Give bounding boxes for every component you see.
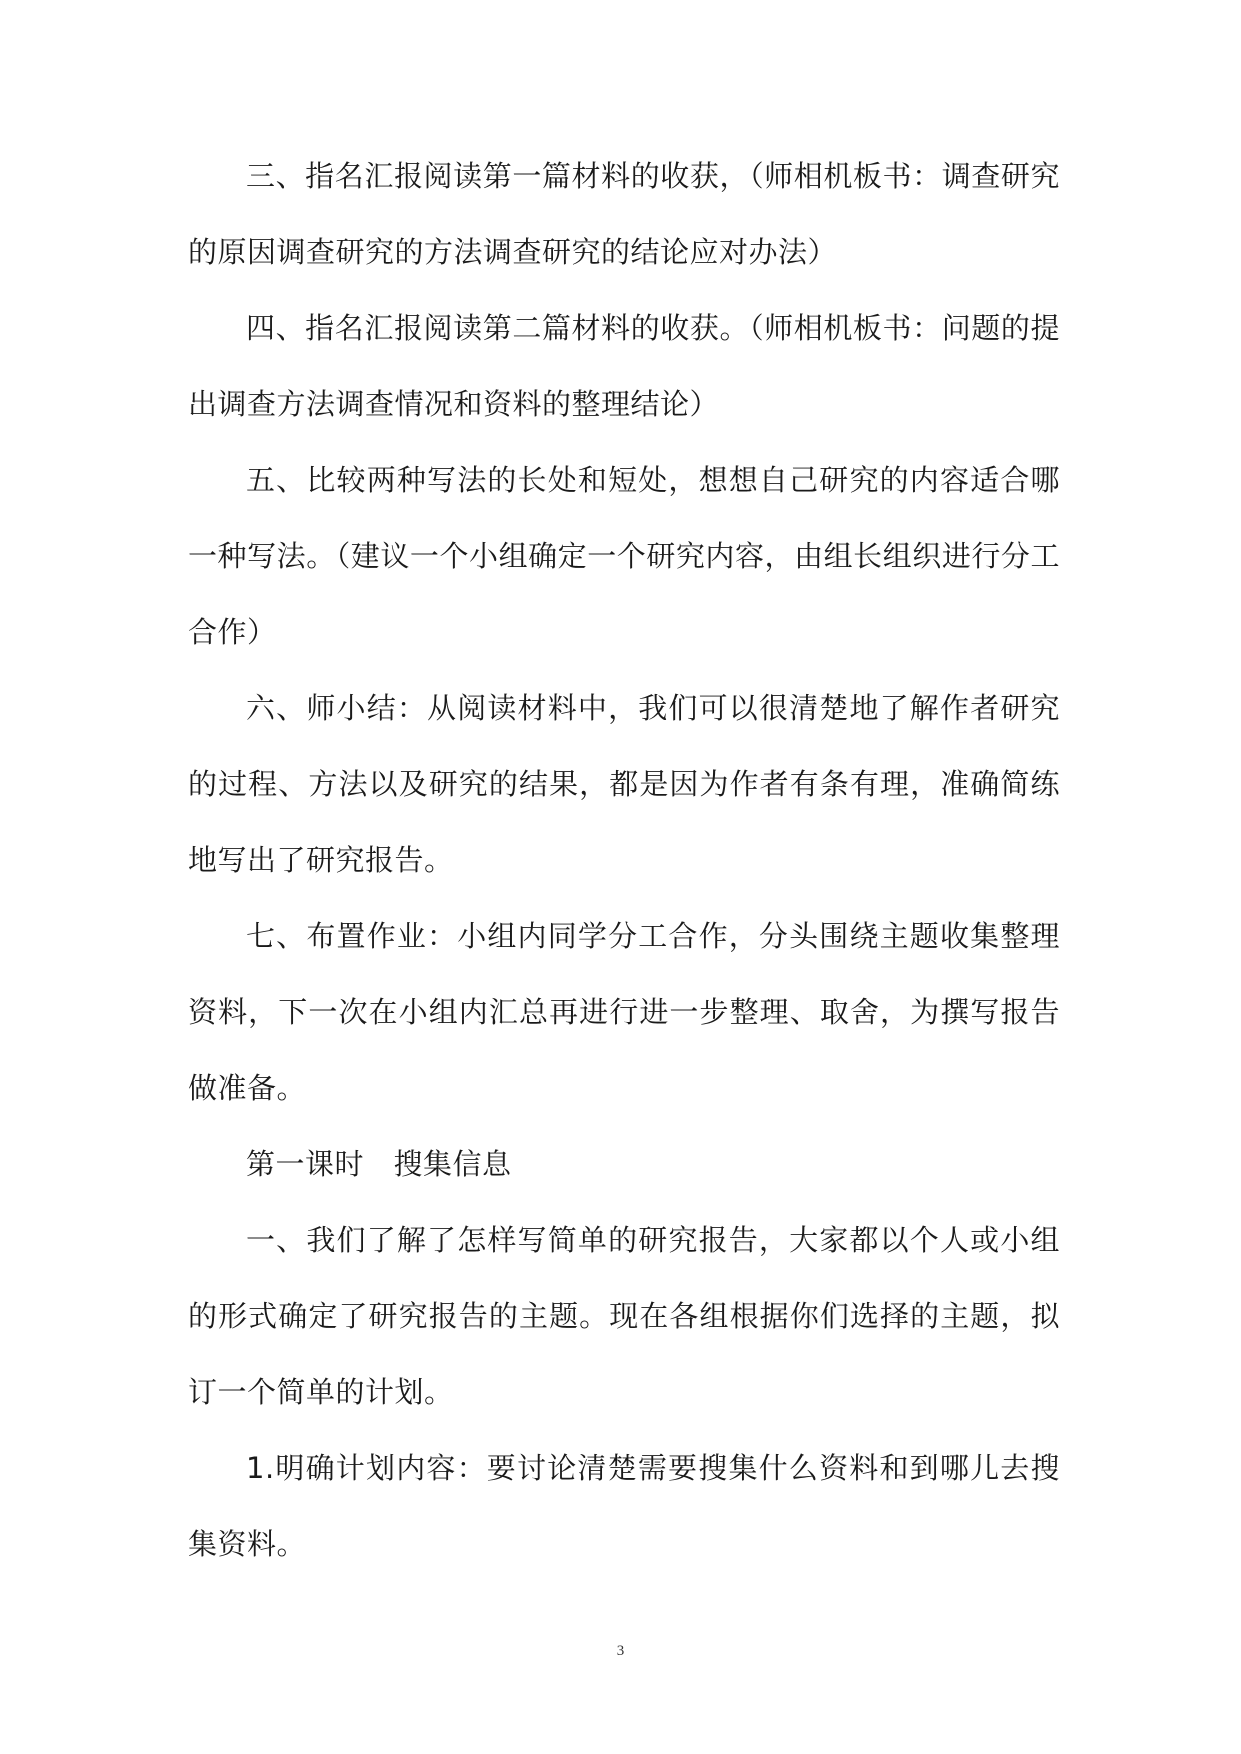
lesson-heading: 第一课时 搜集信息 — [246, 1147, 512, 1181]
paragraph-section-5: 五、比较两种写法的长处和短处，想想自己研究的内容适合哪一种写法。（建议一个小组确定一个研究内容，由组长组织进行分工合作） — [188, 463, 1060, 649]
paragraph-section-6: 六、师小结：从阅读材料中，我们可以很清楚地了解作者研究的过程、方法以及研究的结果，都是因为作者有条有理，准确简练地写出了研究报告。 — [188, 691, 1060, 877]
document-body — [188, 138, 1060, 1582]
paragraph-section-4: 四、指名汇报阅读第二篇材料的收获。（师相机板书：问题的提出调查方法调查情况和资料的整理结论） — [188, 311, 1060, 421]
page-number: 3 — [616, 1643, 625, 1659]
paragraph-lesson-1-intro: 一、我们了解了怎样写简单的研究报告，大家都以个人或小组的形式确定了研究报告的主题。现在各组根据你们选择的主题，拟订一个简单的计划。 — [188, 1223, 1060, 1409]
paragraph-lesson-1-item-1: 1.明确计划内容：要讨论清楚需要搜集什么资料和到哪儿去搜集资料。 — [188, 1451, 1060, 1561]
paragraph-section-3: 三、指名汇报阅读第一篇材料的收获，（师相机板书：调查研究的原因调查研究的方法调查研究的结论应对办法） — [188, 159, 1060, 269]
paragraph-section-7: 七、布置作业：小组内同学分工合作，分头围绕主题收集整理资料，下一次在小组内汇总再进行进一步整理、取舍，为撰写报告做准备。 — [188, 919, 1060, 1105]
